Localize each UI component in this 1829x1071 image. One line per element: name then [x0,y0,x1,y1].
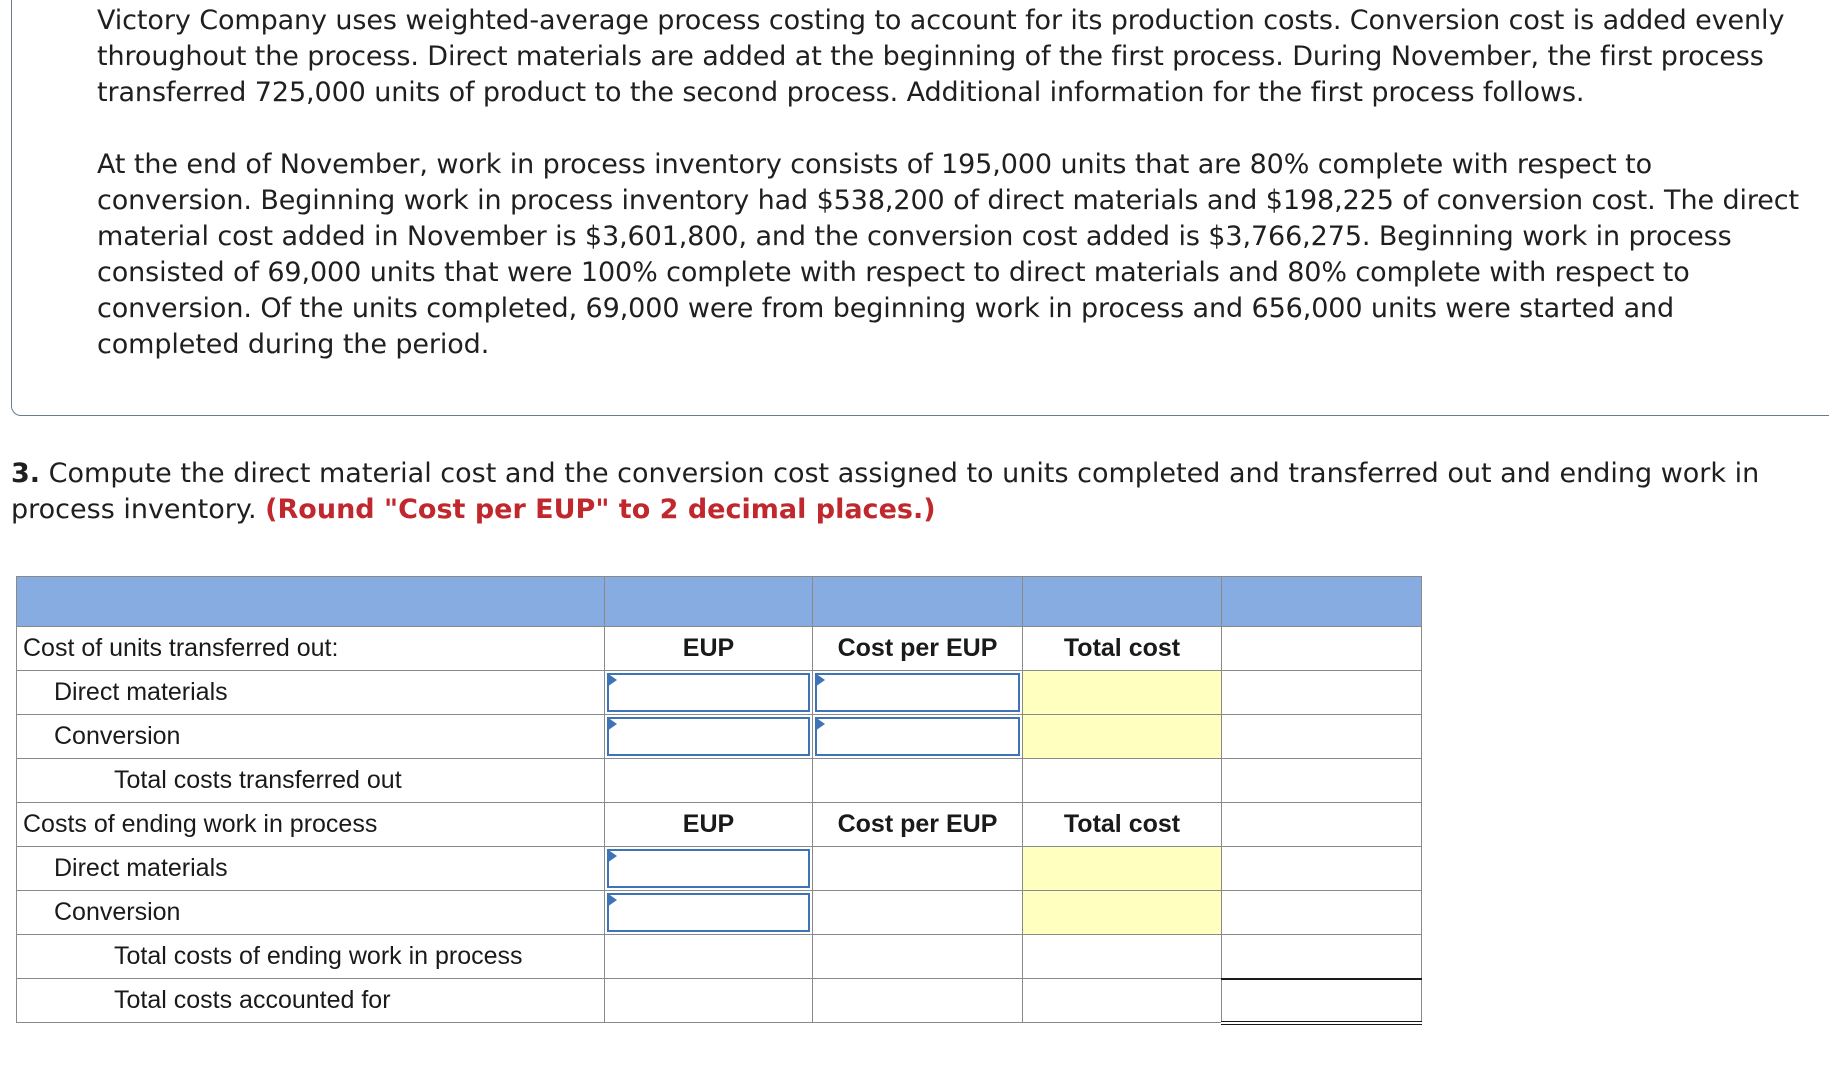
transferred-dm-eup-input[interactable] [607,673,810,712]
eup-column-header: EUP [605,803,813,847]
transferred-dm-total-cost-cell [1023,671,1222,715]
total-ending-wip-label: Total costs of ending work in process [17,935,605,979]
transferred-conversion-cost-per-eup-input[interactable] [815,717,1020,756]
transferred-out-heading: Cost of units transferred out: [17,627,605,671]
table-row [17,671,1422,715]
cost-assignment-table [16,576,1422,1025]
total-costs-accounted-cell [1222,979,1422,1023]
ending-conversion-label: Conversion [17,891,605,935]
table-row [17,803,1422,847]
ending-conversion-total-cost-cell [1023,891,1222,935]
total-transferred-out-label: Total costs transferred out [17,759,605,803]
problem-paragraph-1: Victory Company uses weighted-average process costing to account for its production costs. Conversion cost is added evenly throughout the process. Direct materials are added at the beginning of the first process. During November, the first process transferred 725,000 units of product to the second process. Additional information for the first process follows. [97,5,1785,108]
ending-dm-eup-input[interactable] [607,849,810,888]
transferred-conversion-label: Conversion [17,715,605,759]
table-row [17,847,1422,891]
question-number: 3. [11,458,41,489]
ending-wip-heading: Costs of ending work in process [17,803,605,847]
table-header-row [17,577,1422,627]
ending-dm-total-cost-cell [1023,847,1222,891]
ending-dm-label: Direct materials [17,847,605,891]
question-3 [11,456,1811,528]
transferred-conversion-total-cost-cell [1023,715,1222,759]
eup-column-header: EUP [605,627,813,671]
rounding-instruction: (Round "Cost per EUP" to 2 decimal places.) [265,494,936,525]
table-row [17,979,1422,1023]
table-row [17,935,1422,979]
table-row [17,715,1422,759]
transferred-conversion-eup-input[interactable] [607,717,810,756]
transferred-dm-cost-per-eup-input[interactable] [815,673,1020,712]
total-cost-column-header: Total cost [1023,803,1222,847]
problem-paragraph-2: At the end of November, work in process inventory consists of 195,000 units that are 80% complete with respect to conversion. Beginning work in process inventory had $538,200 of direct materials and $198,225 of conversion cost. The direct material cost added in November is $3,601,800, and the conversion cost added is $3,766,275. Beginning work in process consisted of 69,000 units that were 100% complete with respect to direct materials and 80% complete with respect to conversion. Of the units completed, 69,000 were from beginning work in process and 656,000 units were started and completed during the period. [97,149,1800,360]
transferred-dm-label: Direct materials [17,671,605,715]
table-row [17,627,1422,671]
table-row [17,891,1422,935]
table-row [17,759,1422,803]
total-cost-column-header: Total cost [1023,627,1222,671]
ending-conversion-eup-input[interactable] [607,893,810,932]
total-costs-accounted-label: Total costs accounted for [17,979,605,1023]
cost-per-eup-column-header: Cost per EUP [813,803,1023,847]
cost-per-eup-column-header: Cost per EUP [813,627,1023,671]
question-text: Compute the direct material cost and the conversion cost assigned to units completed and transferred out and ending work in process inventory. [11,458,1760,525]
